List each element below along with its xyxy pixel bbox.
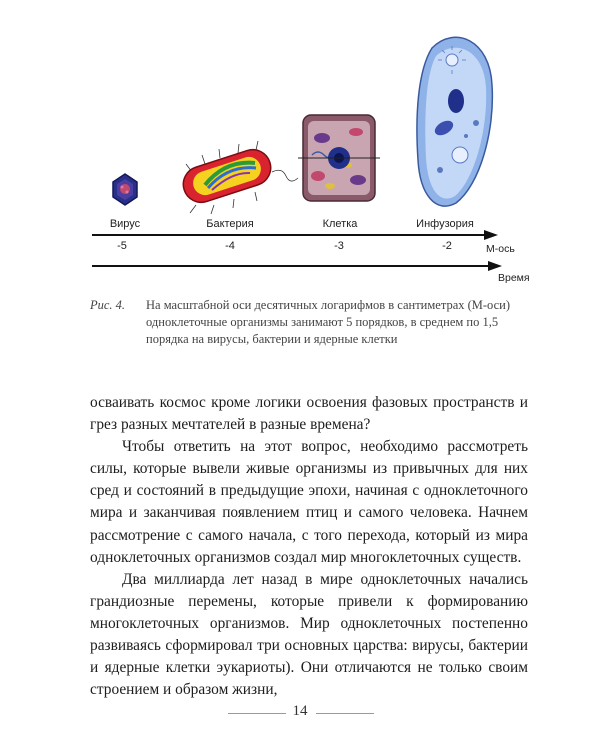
virus-icon (113, 174, 137, 205)
paragraph: осваивать космос кроме логики освоения фазовых пространств и грез разных мечтателей в разные времена? (90, 394, 528, 434)
tick-label: -4 (225, 240, 235, 252)
page-number-rule-right (316, 713, 374, 714)
tick-label: -2 (442, 240, 452, 252)
paramecium-icon (417, 37, 492, 206)
organism-label-paramecium: Инфузория (416, 218, 474, 230)
paragraph: Чтобы ответить на этот вопрос, необходимо рассмотреть силы, которые вывели живые организмы из привычных для них сред и состояний в предыдущие эпохи, начиная с одноклеточного мира и заканчивая появлением птиц и самого человека. Начнем рассмотрение с самого начала, с того перехода, который из мира одноклеточных организмов создал мир многоклеточных существ. (90, 438, 528, 566)
organism-label-cell: Клетка (322, 218, 358, 230)
bacterium-icon (179, 141, 298, 214)
tick-label: -3 (334, 240, 344, 252)
caption-number: Рис. 4. (90, 298, 126, 312)
paragraph: Два миллиарда лет назад в мире одноклеточных начались грандиозные перемены, которые привели к формированию многоклеточных организмов. Мир одноклеточных постепенно развиваясь сформировал три основных царства: вирусы, бактерии и ядерные клетки эукариоты). Они отличаются не только своим строением и образом жизни, (90, 570, 528, 699)
organism-label-bacterium: Бактерия (206, 218, 254, 230)
organism-label-virus: Вирус (109, 218, 141, 230)
page-number: 14 (292, 703, 308, 719)
caption-text: На масштабной оси десятичных логарифмов в сантиметрах (М-оси) одноклеточные организмы занимают 5 порядков, в среднем по 1,5 порядка на вирусы, бактерии и ядерные клетки (146, 298, 511, 346)
tick-label: -5 (117, 240, 127, 252)
m-axis-label: М-ось (486, 243, 515, 255)
figure (0, 0, 600, 290)
figure-caption (90, 297, 530, 348)
time-axis (92, 261, 502, 271)
time-axis-label: Время (498, 272, 530, 284)
body-text (90, 392, 528, 701)
cell-icon (298, 115, 380, 201)
m-axis (92, 230, 498, 240)
